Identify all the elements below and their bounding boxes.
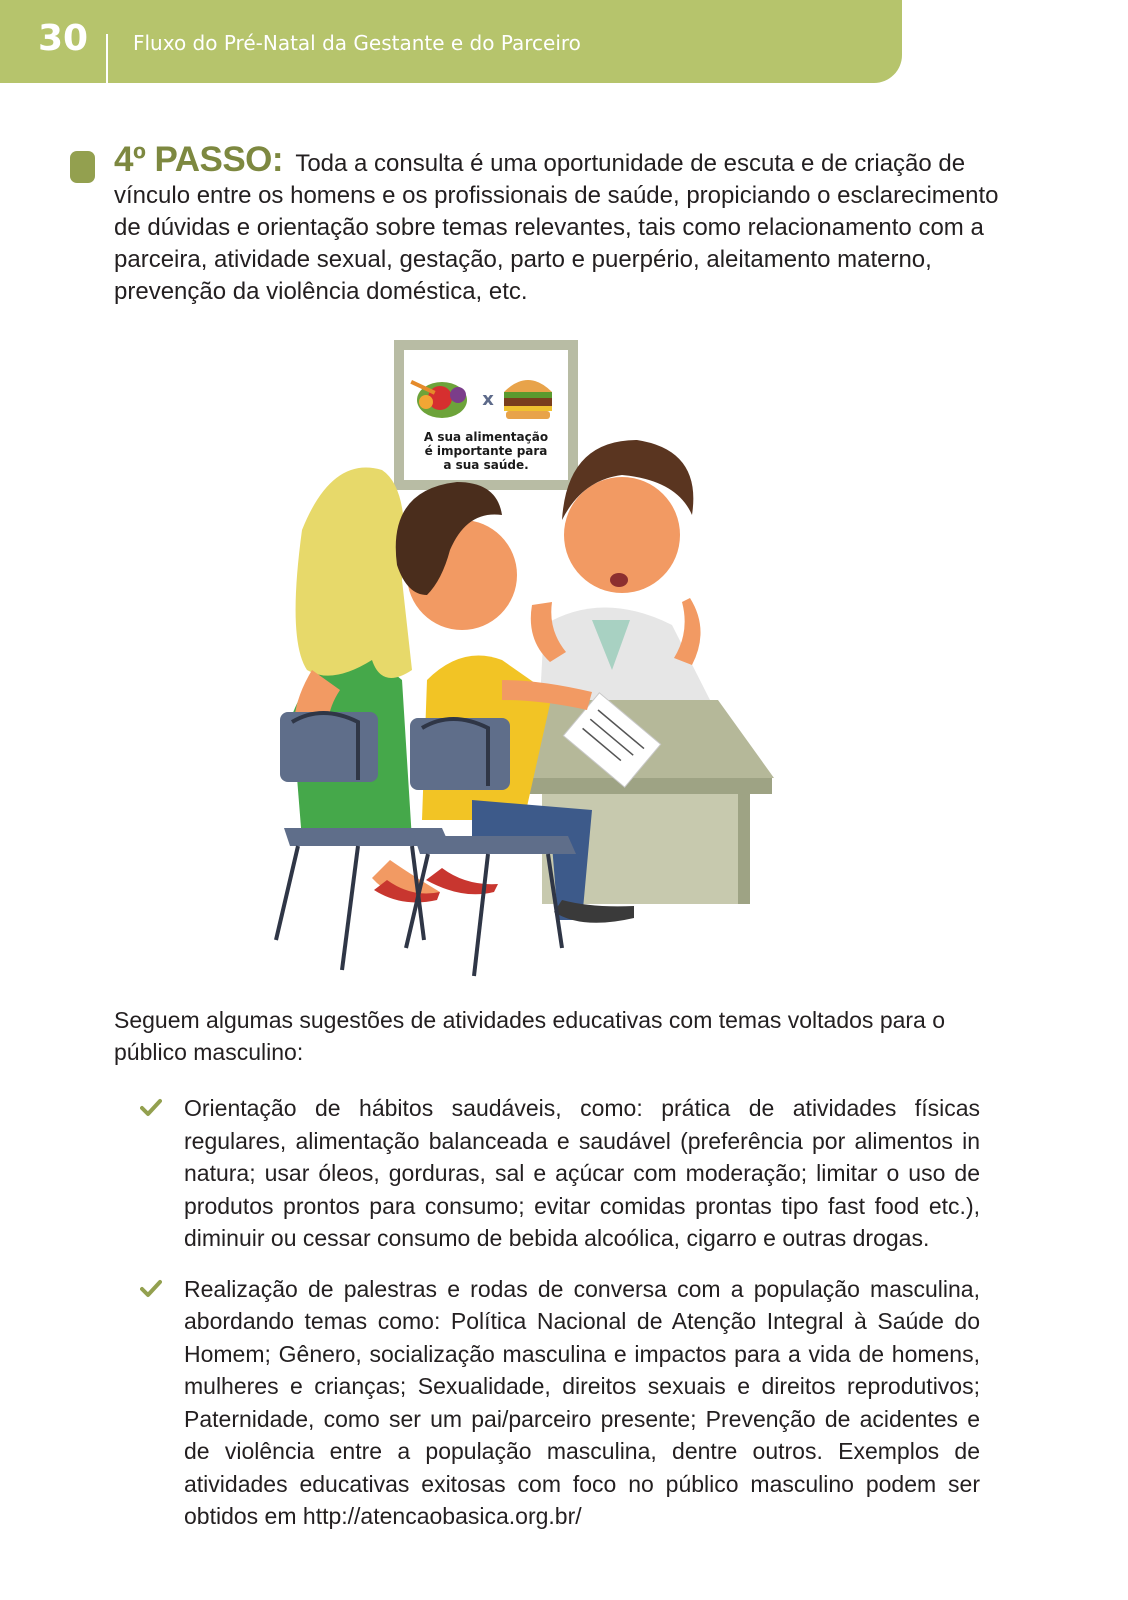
poster-line-3: a sua saúde. [443,458,529,472]
page-header [0,0,902,83]
poster-line-1: A sua alimentação [423,430,549,444]
step-bullet-icon [70,151,95,183]
checkmark-icon [140,1277,162,1299]
intro-paragraph: Seguem algumas sugestões de atividades educativas com temas voltados para o público masculino: [114,1007,946,1065]
nutrition-poster [394,340,578,490]
list-item-text: Orientação de hábitos saudáveis, como: prática de atividades físicas regulares, alimentação balanceada e saudável (preferência por alimentos in natura; usar óleos, gorduras, sal e açúcar com moderação; limitar o uso de produtos prontos para consumo; evitar comidas prontas tipo fast food etc.), diminuir ou cessar consumo de bebida alcoólica, cigarro e outras drogas. [184,1095,980,1251]
poster-versus: x [482,389,494,410]
header-divider [106,34,108,84]
step-label: 4º PASSO: [114,140,284,179]
step-text: Toda a consulta é uma oportunidade de escuta e de criação de vínculo entre os homens e os profissionais de saúde, propiciando o esclarecimento de dúvidas e orientação sobre temas relevantes, tais como relacionamento com a parceira, atividade sexual, gestação, parto e puerpério, aleitamento materno, prevenção da violência doméstica, etc. [114,150,999,305]
checkmark-icon [140,1096,162,1118]
list-item [140,1092,980,1255]
activity-list [140,1092,980,1551]
consultation-illustration [262,340,802,990]
running-title: Fluxo do Pré-Natal da Gestante e do Parceiro [133,31,581,55]
page-number: 30 [38,18,89,59]
list-item-text: Realização de palestras e rodas de conversa com a população masculina, abordando temas como: Política Nacional de Atenção Integral à Saúde do Homem; Gênero, socialização masculina e impactos para a vida de homens, mulheres e crianças; Sexualidade, direitos sexuais e direitos reprodutivos; Paternidade, como ser um pai/parceiro presente; Prevenção de acidentes e de violência entre a população masculina, dentre outros. Exemplos de atividades educativas exitosas com foco no público masculino podem ser obtidos em http://atencaobasica.org.br/ [184,1275,980,1529]
poster-line-2: é importante para [424,444,548,458]
step-paragraph [114,140,1016,308]
list-item [140,1273,980,1533]
